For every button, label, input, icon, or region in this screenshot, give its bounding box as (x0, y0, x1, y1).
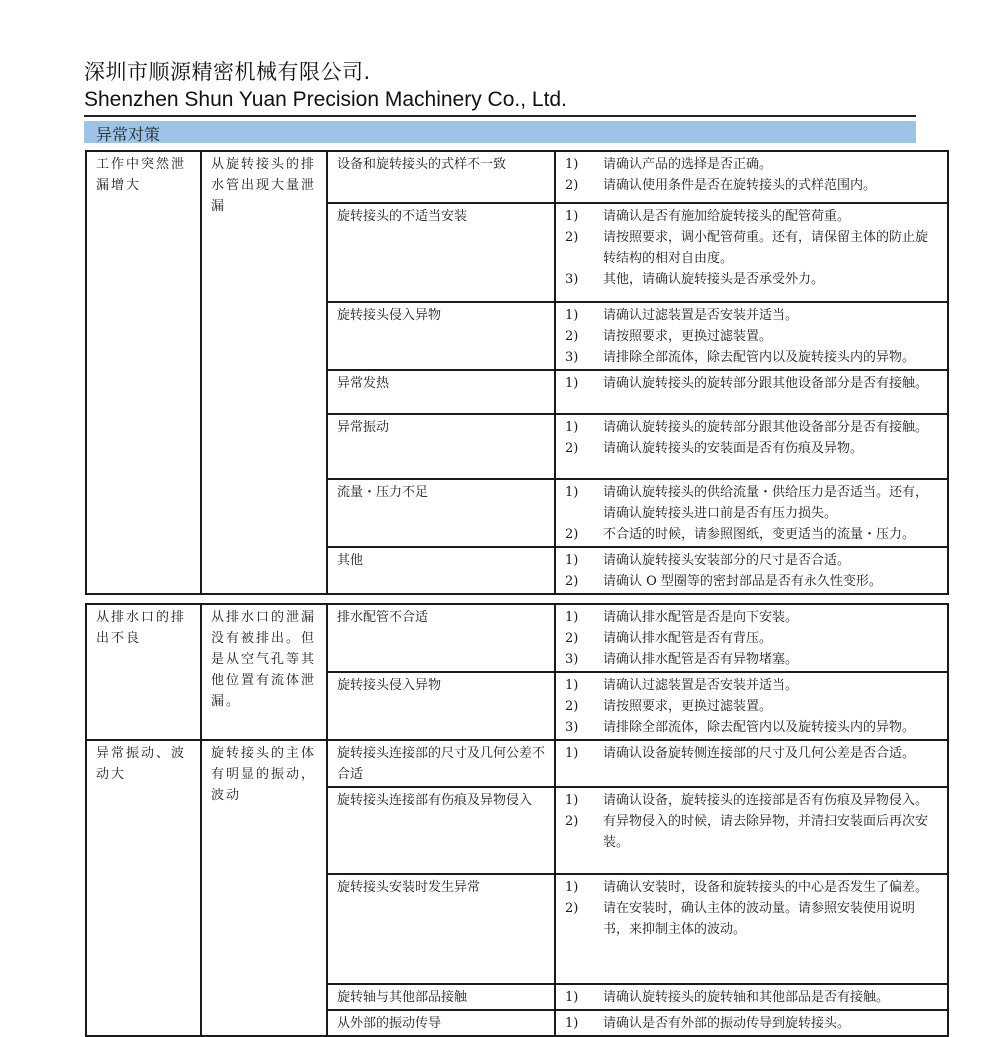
cause-cell: 异常发热 (327, 370, 555, 414)
action-cell (555, 874, 948, 984)
action-text: 请按照要求，更换过滤装置。 (603, 329, 773, 344)
action-text: 有异物侵入的时候，请去除异物，并清扫安装面后再次安装。 (603, 814, 929, 850)
action-number: 1) (565, 209, 579, 224)
phenomenon-cell: 从排水口的泄漏没有被排出。但是从空气孔等其他位置有流体泄漏。 (201, 604, 327, 740)
action-number: 1) (565, 420, 579, 435)
action-text: 请确认旋转接头的旋转部分跟其他设备部分是否有接触。 (603, 420, 929, 435)
action-number: 2) (565, 574, 579, 589)
action-item (565, 550, 938, 571)
action-item (565, 373, 938, 394)
action-cell (555, 984, 948, 1010)
action-number: 1) (565, 793, 579, 808)
section-title: 异常对策 (96, 125, 161, 144)
action-text: 请确认产品的选择是否正确。 (603, 157, 773, 172)
action-text: 请确认旋转接头的旋转部分跟其他设备部分是否有接触。 (603, 376, 929, 391)
action-number: 3) (565, 720, 579, 735)
action-item (565, 717, 938, 738)
action-text: 请确认排水配管是否是向下安装。 (603, 610, 799, 625)
action-number: 1) (565, 610, 579, 625)
action-number: 2) (565, 527, 579, 542)
action-text: 请确认是否有施加给旋转接头的配管荷重。 (603, 209, 851, 224)
action-number: 1) (565, 990, 579, 1005)
action-number: 1) (565, 553, 579, 568)
action-item (565, 417, 938, 438)
company-name-english: Shenzhen Shun Yuan Precision Machinery Co., Ltd. (84, 88, 567, 111)
action-number: 3) (565, 652, 579, 667)
action-text: 请按照要求，调小配管荷重。还有，请保留主体的防止旋转结构的相对自由度。 (603, 230, 929, 266)
action-number: 1) (565, 746, 579, 761)
symptom-cell: 从排水口的排出不良 (86, 604, 201, 740)
action-item (565, 649, 938, 670)
action-text: 请确认排水配管是否有异物堵塞。 (603, 652, 799, 667)
action-item (565, 743, 938, 764)
action-cell (555, 740, 948, 787)
cause-cell: 旋转接头的不适当安装 (327, 203, 555, 302)
action-item (565, 1013, 938, 1034)
action-text: 请确认旋转接头安装部分的尺寸是否合适。 (603, 553, 851, 568)
action-number: 1) (565, 376, 579, 391)
action-cell (555, 151, 948, 203)
table-row (86, 151, 948, 203)
action-text: 不合适的时候，请参照图纸，变更适当的流量・压力。 (603, 527, 916, 542)
action-number: 2) (565, 699, 579, 714)
action-number: 3) (565, 350, 579, 365)
action-number: 1) (565, 678, 579, 693)
cause-cell: 旋转接头连接部有伤痕及异物侵入 (327, 787, 555, 874)
cause-cell: 旋转轴与其他部品接触 (327, 984, 555, 1010)
cause-cell: 旋转接头连接部的尺寸及几何公差不合适 (327, 740, 555, 787)
action-item (565, 675, 938, 696)
action-text: 请确认是否有外部的振动传导到旋转接头。 (603, 1016, 851, 1031)
action-number: 2) (565, 329, 579, 344)
phenomenon-cell: 从旋转接头的排水管出现大量泄漏 (201, 151, 327, 594)
action-item (565, 305, 938, 326)
action-number: 1) (565, 308, 579, 323)
action-text: 请确认过滤装置是否安装并适当。 (603, 308, 799, 323)
cause-cell: 异常振动 (327, 414, 555, 479)
action-item (565, 175, 938, 196)
action-cell (555, 479, 948, 547)
action-text: 请确认设备旋转侧连接部的尺寸及几何公差是否合适。 (603, 746, 916, 761)
cause-cell: 旋转接头侵入异物 (327, 672, 555, 740)
action-number: 3) (565, 272, 579, 287)
action-text: 请确认 O 型圈等的密封部品是否有永久性变形。 (603, 574, 882, 589)
action-item (565, 790, 938, 811)
action-text: 请确认旋转接头的旋转轴和其他部品是否有接触。 (603, 990, 890, 1005)
action-text: 请确认旋转接头的供给流量・供给压力是否适当。还有，请确认旋转接头进口前是否有压力损失。 (603, 485, 929, 521)
action-number: 1) (565, 880, 579, 895)
action-item (565, 347, 938, 368)
action-text: 请确认安装时，设备和旋转接头的中心是否发生了偏差。 (603, 880, 929, 895)
cause-cell: 从外部的振动传导 (327, 1010, 555, 1036)
action-text: 其他，请确认旋转接头是否承受外力。 (603, 272, 825, 287)
action-item (565, 206, 938, 227)
action-text: 请在安装时，确认主体的波动量。请参照安装使用说明书，来抑制主体的波动。 (603, 901, 916, 937)
action-number: 2) (565, 230, 579, 245)
action-number: 2) (565, 441, 579, 456)
cause-cell: 其他 (327, 547, 555, 594)
header-divider (84, 115, 916, 117)
action-number: 2) (565, 178, 579, 193)
action-item (565, 607, 938, 628)
symptom-cell: 工作中突然泄漏增大 (86, 151, 201, 594)
action-cell (555, 370, 948, 414)
action-item (565, 696, 938, 717)
phenomenon-cell: 旋转接头的主体有明显的振动，波动 (201, 740, 327, 1036)
action-item (565, 227, 938, 269)
cause-cell: 流量・压力不足 (327, 479, 555, 547)
section-header-bar (84, 121, 916, 143)
action-item (565, 898, 938, 940)
action-cell (555, 302, 948, 370)
action-text: 请按照要求，更换过滤装置。 (603, 699, 773, 714)
table-row (86, 740, 948, 787)
action-item (565, 524, 938, 545)
action-item (565, 811, 938, 853)
action-number: 2) (565, 814, 579, 829)
cause-cell: 旋转接头安装时发生异常 (327, 874, 555, 984)
troubleshooting-table-1 (85, 150, 949, 595)
action-text: 请排除全部流体，除去配管内以及旋转接头内的异物。 (603, 350, 916, 365)
action-text: 请确认设备，旋转接头的连接部是否有伤痕及异物侵入。 (603, 793, 929, 808)
action-number: 2) (565, 631, 579, 646)
action-number: 1) (565, 157, 579, 172)
action-item (565, 482, 938, 524)
action-cell (555, 787, 948, 874)
action-cell (555, 547, 948, 594)
troubleshooting-table-2 (85, 603, 949, 1037)
cause-cell: 设备和旋转接头的式样不一致 (327, 151, 555, 203)
action-item (565, 987, 938, 1008)
action-cell (555, 203, 948, 302)
action-cell (555, 604, 948, 672)
action-text: 请确认使用条件是否在旋转接头的式样范围内。 (603, 178, 877, 193)
cause-cell: 排水配管不合适 (327, 604, 555, 672)
action-number: 2) (565, 901, 579, 916)
action-item (565, 877, 938, 898)
action-item (565, 326, 938, 347)
cause-cell: 旋转接头侵入异物 (327, 302, 555, 370)
action-item (565, 269, 938, 290)
action-text: 请排除全部流体，除去配管内以及旋转接头内的异物。 (603, 720, 916, 735)
action-item (565, 571, 938, 592)
action-text: 请确认旋转接头的安装面是否有伤痕及异物。 (603, 441, 864, 456)
symptom-cell: 异常振动、波动大 (86, 740, 201, 1036)
table-row (86, 604, 948, 672)
action-cell (555, 1010, 948, 1036)
action-cell (555, 414, 948, 479)
company-name-chinese: 深圳市顺源精密机械有限公司. (84, 60, 371, 84)
action-item (565, 438, 938, 459)
action-number: 1) (565, 485, 579, 500)
action-item (565, 154, 938, 175)
action-number: 1) (565, 1016, 579, 1031)
action-text: 请确认排水配管是否有背压。 (603, 631, 773, 646)
action-text: 请确认过滤装置是否安装并适当。 (603, 678, 799, 693)
action-item (565, 628, 938, 649)
action-cell (555, 672, 948, 740)
